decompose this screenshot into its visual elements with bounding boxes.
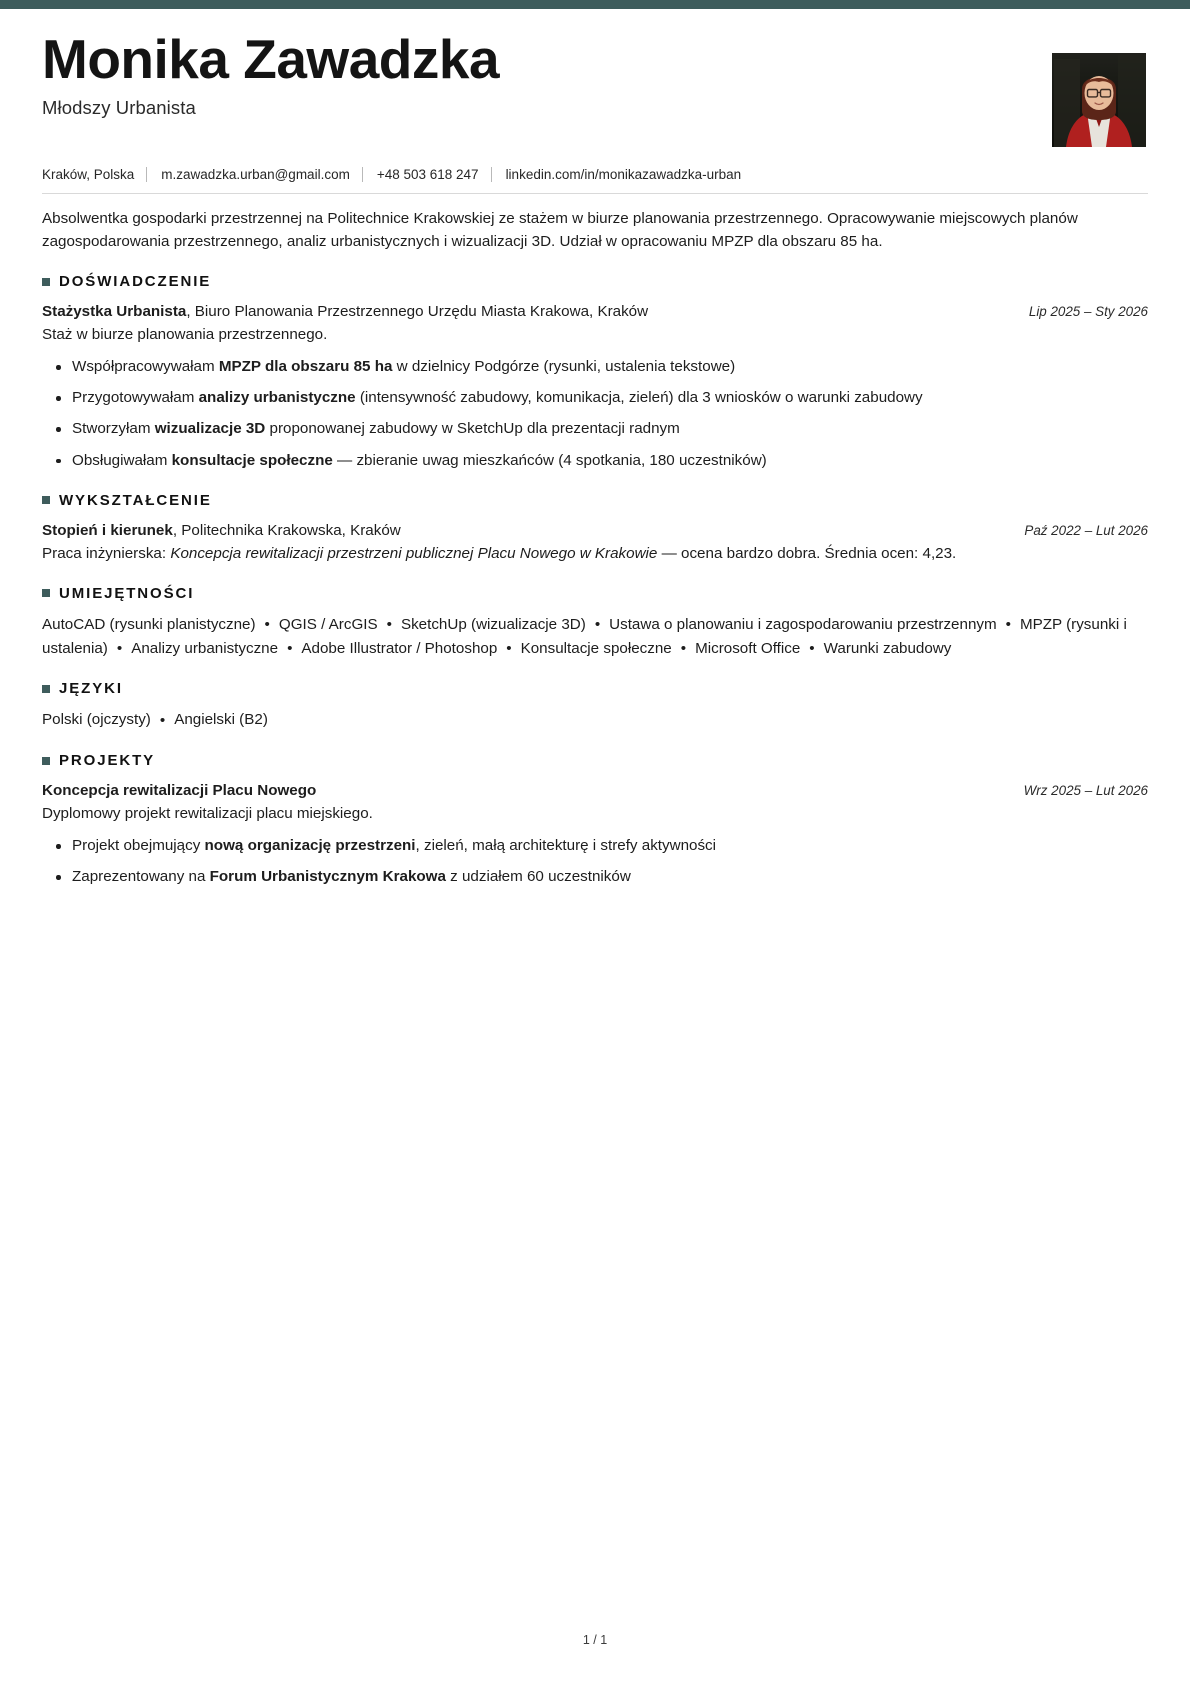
bullet-text-highlight: analizy urbanistyczne	[198, 389, 356, 407]
dot-separator-icon: •	[287, 639, 293, 657]
section-education	[42, 492, 1148, 565]
square-bullet-icon	[42, 278, 50, 286]
resume-page	[0, 9, 1190, 889]
language-item: Angielski (B2)	[174, 711, 268, 729]
project-entry-header	[42, 780, 1148, 802]
contact-divider	[146, 167, 147, 182]
experience-role-line	[42, 301, 1011, 323]
experience-company: , Biuro Planowania Przestrzennego Urzędu Miasta Krakowa, Kraków	[186, 303, 649, 320]
project-name-line	[42, 780, 1006, 802]
experience-bullet-list	[42, 356, 1148, 472]
section-header-projects	[42, 752, 1148, 769]
skill-item: Konsultacje społeczne	[520, 639, 672, 657]
header-text-block	[42, 28, 1052, 119]
thesis-label: Praca inżynierska:	[42, 544, 171, 562]
education-degree-line	[42, 520, 1006, 542]
experience-entry	[42, 301, 1148, 472]
dot-separator-icon: •	[680, 639, 687, 657]
bullet-text-highlight: nową organizację przestrzeni	[204, 837, 416, 855]
contact-bar	[42, 167, 1148, 194]
skill-item: Ustawa o planowaniu i zagospodarowaniu przestrzennym	[609, 615, 997, 633]
profile-photo	[1052, 53, 1146, 147]
thesis-title: Koncepcja rewitalizacji przestrzeni publicznej Placu Nowego w Krakowie	[170, 544, 658, 562]
page-footer	[0, 1633, 1190, 1647]
profile-summary: Absolwentka gospodarki przestrzennej na Politechnice Krakowskiej ze stażem w biurze planowania przestrzennego. Opracowywanie miejscowych planów zagospodarowania przestrzennego, analiz urbanistycznych i wizualizacji 3D. Udział w opracowaniu MPZP dla obszaru 85 ha.	[42, 210, 1078, 250]
dot-separator-icon: •	[594, 616, 601, 634]
section-projects	[42, 752, 1148, 888]
square-bullet-icon	[42, 685, 50, 693]
languages-list	[42, 708, 1148, 732]
contact-location: Kraków, Polska	[42, 167, 135, 182]
skill-item: AutoCAD (rysunki planistyczne)	[42, 615, 256, 633]
dot-separator-icon: •	[264, 616, 270, 634]
section-experience	[42, 273, 1148, 472]
dot-separator-icon: •	[159, 711, 166, 729]
list-item	[42, 450, 1148, 472]
section-header-languages	[42, 680, 1148, 697]
dot-separator-icon: •	[386, 616, 392, 634]
dot-separator-icon: •	[506, 639, 512, 657]
bullet-text-pre: Obsługiwałam	[72, 451, 172, 469]
section-header-education	[42, 492, 1148, 509]
skill-item: Analizy urbanistyczne	[131, 639, 279, 657]
section-title-skills: UMIEJĘTNOŚCI	[59, 584, 195, 602]
section-header-skills	[42, 585, 1148, 602]
project-name: Koncepcja rewitalizacji Placu Nowego	[42, 782, 317, 800]
bullet-text-post: — zbieranie uwag mieszkańców (4 spotkania, 180 uczestników)	[332, 451, 767, 469]
dot-separator-icon: •	[1005, 616, 1011, 634]
project-entry	[42, 780, 1148, 888]
education-thesis-line	[42, 543, 1148, 565]
skill-item: MPZP (rysunki i ustalenia)	[42, 615, 1127, 657]
bullet-text-post: (intensywność zabudowy, komunikacja, zieleń) dla 3 wniosków o warunki zabudowy	[355, 389, 923, 407]
bullet-text-highlight: wizualizacje 3D	[154, 420, 266, 438]
contact-email[interactable]: m.zawadzka.urban@gmail.com	[161, 167, 350, 182]
dot-separator-icon: •	[809, 639, 815, 657]
skill-item: Adobe Illustrator / Photoshop	[301, 639, 498, 657]
top-accent-bar	[0, 0, 1190, 9]
square-bullet-icon	[42, 496, 50, 504]
bullet-text-highlight: Forum Urbanistycznym Krakowa	[209, 868, 446, 886]
section-title-experience: DOŚWIADCZENIE	[59, 273, 212, 290]
skill-item: SketchUp (wizualizacje 3D)	[400, 615, 586, 633]
skill-item: QGIS / ArcGIS	[278, 615, 378, 633]
experience-role: Stażystka Urbanista	[42, 303, 187, 320]
bullet-text-post: w dzielnicy Podgórze (rysunki, ustalenia tekstowe)	[392, 358, 736, 376]
list-item	[42, 418, 1148, 440]
section-title-education: WYKSZTAŁCENIE	[59, 491, 212, 509]
section-skills	[42, 585, 1148, 661]
project-description: Dyplomowy projekt rewitalizacji placu miejskiego.	[42, 805, 373, 823]
list-item	[42, 387, 1148, 409]
page-title: Monika Zawadzka	[42, 28, 500, 90]
contact-phone[interactable]: +48 503 618 247	[376, 167, 479, 182]
skill-item: Warunki zabudowy	[823, 639, 952, 657]
section-title-languages: JĘZYKI	[59, 680, 123, 698]
section-header-experience	[42, 273, 1148, 290]
bullet-text-post: proponowanej zabudowy w SketchUp dla prezentacji radnym	[265, 420, 680, 438]
education-degree: Stopień i kierunek	[42, 521, 173, 539]
list-item	[42, 835, 1148, 857]
dot-separator-icon: •	[116, 639, 123, 657]
section-title-projects: PROJEKTY	[59, 752, 156, 770]
contact-linkedin[interactable]: linkedin.com/in/monikazawadzka-urban	[505, 167, 742, 182]
project-date: Wrz 2025 – Lut 2026	[1023, 783, 1148, 799]
education-date: Paź 2022 – Lut 2026	[1024, 522, 1148, 538]
contact-divider	[491, 167, 492, 182]
education-entry-header	[42, 520, 1148, 542]
education-entry	[42, 520, 1148, 565]
list-item	[42, 356, 1148, 378]
contact-divider	[362, 167, 363, 182]
experience-entry-header	[42, 301, 1148, 323]
job-title: Młodszy Urbanista	[42, 96, 196, 118]
experience-description: Staż w biurze planowania przestrzennego.	[42, 326, 328, 344]
section-languages	[42, 680, 1148, 732]
skills-list	[42, 613, 1148, 661]
avatar	[1052, 53, 1146, 147]
project-bullet-list	[42, 835, 1148, 888]
resume-header	[42, 9, 1148, 147]
bullet-text-pre: Stworzyłam	[72, 420, 155, 438]
experience-date: Lip 2025 – Sty 2026	[1028, 304, 1148, 319]
bullet-text-post: z udziałem 60 uczestników	[445, 868, 631, 886]
language-item: Polski (ojczysty)	[42, 711, 151, 729]
bullet-text-pre: Przygotowywałam	[72, 389, 199, 407]
thesis-grade: — ocena bardzo dobra. Średnia ocen: 4,23.	[657, 544, 957, 562]
bullet-text-pre: Projekt obejmujący	[72, 837, 205, 855]
skill-item: Microsoft Office	[695, 639, 801, 657]
bullet-text-pre: Zaprezentowany na	[72, 868, 210, 886]
bullet-text-post: , zieleń, małą architekturę i strefy aktywności	[415, 837, 717, 855]
bullet-text-pre: Współpracowywałam	[72, 358, 219, 376]
bullet-text-highlight: konsultacje społeczne	[171, 451, 333, 469]
list-item	[42, 866, 1148, 888]
square-bullet-icon	[42, 589, 50, 597]
education-school: , Politechnika Krakowska, Kraków	[172, 521, 401, 539]
bullet-text-highlight: MPZP dla obszaru 85 ha	[218, 358, 393, 376]
page-indicator: 1 / 1	[582, 1633, 608, 1647]
square-bullet-icon	[42, 757, 50, 765]
